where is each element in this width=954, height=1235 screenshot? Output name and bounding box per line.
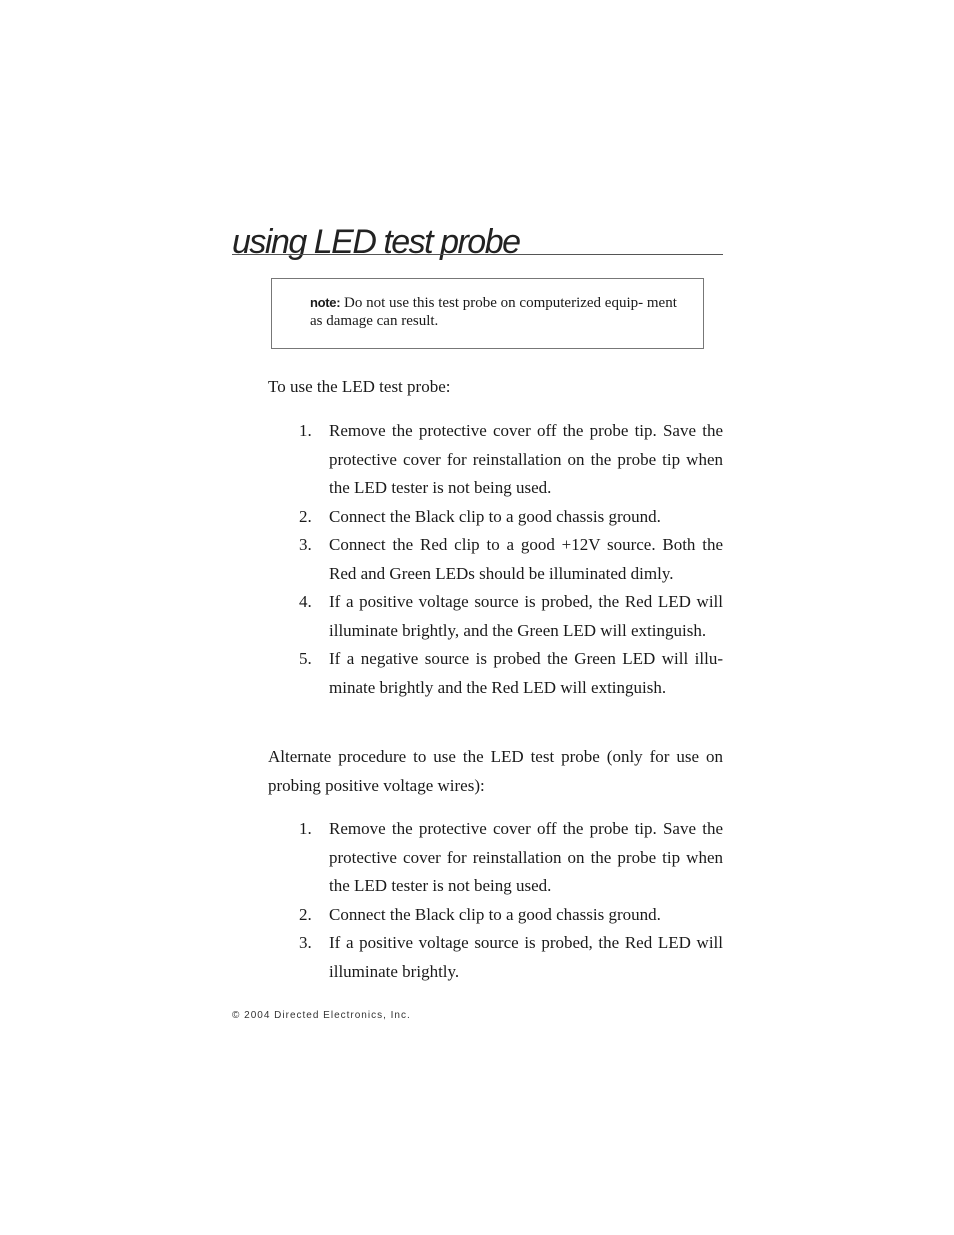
list-item — [268, 588, 723, 645]
step-number: 5. — [299, 649, 312, 668]
step-number: 2. — [299, 506, 312, 526]
page-title: using LED test probe — [232, 223, 520, 261]
step-text: Connect the Black clip to a good chassis ground. — [329, 904, 661, 924]
note-text — [310, 294, 680, 330]
list-item — [268, 417, 723, 503]
step-text: Remove the protective cover off the probe tip. Save the protective cover for reinstallation on the probe tip when the LED tester is not being used. — [329, 819, 723, 895]
section1-steps — [268, 417, 723, 702]
list-item — [268, 901, 723, 930]
section2-intro: Alternate procedure to use the LED test probe (only for use on probing positive voltage wires): — [268, 747, 723, 795]
copyright-footer: © 2004 Directed Electronics, Inc. — [232, 1010, 411, 1021]
section2-steps — [268, 815, 723, 986]
list-item — [268, 645, 723, 702]
list-item — [268, 503, 723, 532]
note-label: note: — [310, 295, 341, 310]
step-number: 2. — [299, 904, 312, 924]
step-text: If a negative source is probed the Green LED will illu- minate brightly and the Red LED will extinguish. — [329, 649, 723, 697]
list-item — [268, 531, 723, 588]
note-box — [271, 278, 704, 349]
step-number: 3. — [299, 535, 312, 554]
title-rule — [232, 254, 723, 255]
step-text: If a positive voltage source is probed, the Red LED will illuminate brightly. — [329, 933, 723, 981]
step-number: 3. — [299, 933, 312, 952]
step-number: 1. — [299, 421, 312, 440]
note-body: Do not use this test probe on computerized equip- ment as damage can result. — [310, 295, 677, 329]
list-item — [268, 929, 723, 986]
step-text: If a positive voltage source is probed, the Red LED will illuminate brightly, and the Green LED will extinguish. — [329, 592, 723, 640]
step-text: Remove the protective cover off the probe tip. Save the protective cover for reinstallation on the probe tip when the LED tester is not being used. — [329, 421, 723, 497]
step-text: Connect the Red clip to a good +12V source. Both the Red and Green LEDs should be illuminated dimly. — [329, 535, 723, 583]
list-item — [268, 815, 723, 901]
section1-intro: To use the LED test probe: — [268, 377, 451, 396]
step-number: 4. — [299, 592, 312, 611]
step-text: Connect the Black clip to a good chassis ground. — [329, 506, 661, 526]
step-number: 1. — [299, 819, 312, 838]
